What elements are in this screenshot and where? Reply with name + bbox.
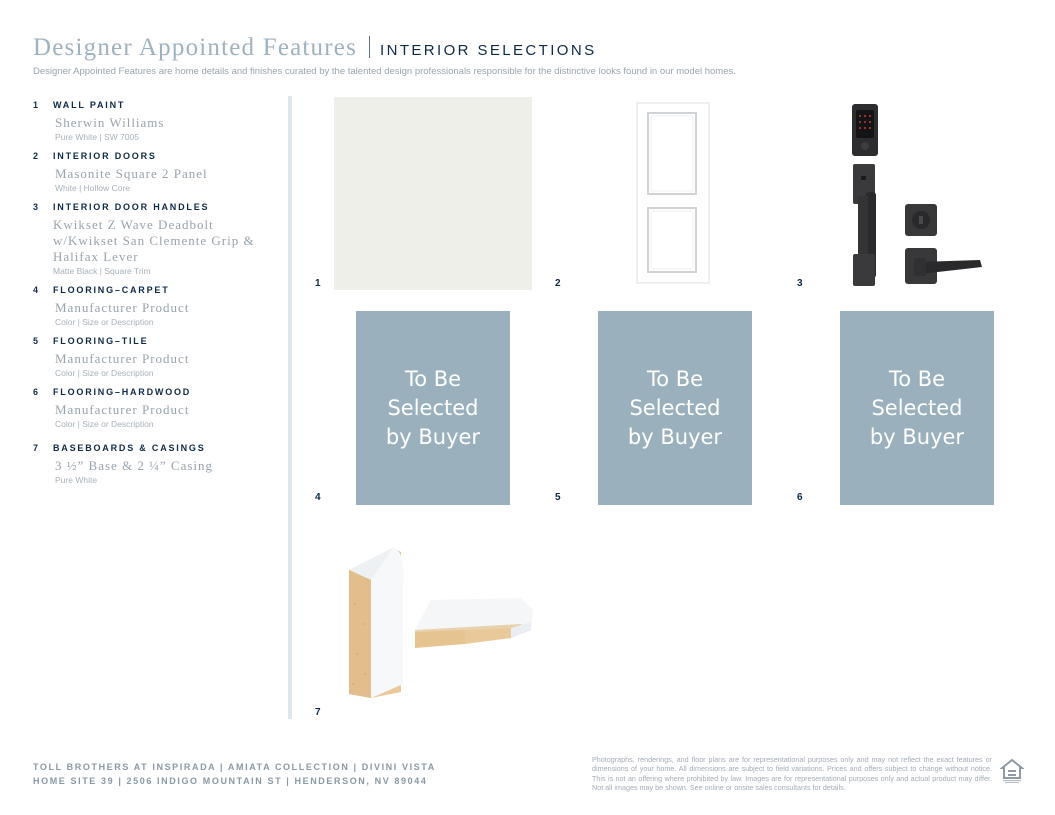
selection-spec: Pure White | SW 7005	[55, 132, 139, 142]
selection-item-flooring-tile	[33, 336, 283, 378]
baseboard-casing-image	[345, 544, 535, 700]
selection-item-door-handles	[33, 202, 283, 276]
selection-product: Manufacturer Product	[55, 300, 190, 315]
selection-heading: 7 BASEBOARDS & CASINGS	[33, 443, 206, 453]
selection-heading: 1 WALL PAINT	[33, 100, 126, 110]
community-info	[33, 760, 436, 788]
title-subtitle: INTERIOR SELECTIONS	[380, 42, 597, 59]
page-title	[33, 34, 596, 62]
column-divider	[288, 96, 292, 719]
placeholder-text: To Be Selected by Buyer	[627, 366, 723, 449]
selection-heading: 6 FLOORING–HARDWOOD	[33, 387, 192, 397]
legal-disclaimer: Photographs, renderings, and floor plans are for representational purposes only and may not reflect the exact features or dimensions of your home. All dimensions are subject to field variations. Prices and offers subject to change without notice. This is not an offering where prohibited by law. Images are for representational purposes only and actual product may differ. Not all images may be shown. See online or onsite sales consultants for details.	[592, 755, 992, 792]
title-separator	[369, 36, 370, 58]
placeholder-carpet	[356, 311, 510, 505]
community-line: TOLL BROTHERS AT INSPIRADA | AMIATA COLLECTION | DIVINI VISTA	[33, 762, 436, 772]
tile-number: 3	[797, 278, 803, 289]
selection-spec: Matte Black | Square Trim	[53, 266, 151, 276]
selection-item-interior-doors	[33, 151, 283, 193]
selection-heading: 4 FLOORING–CARPET	[33, 285, 170, 295]
tile-number: 4	[315, 492, 321, 503]
selection-product: 3 ½” Base & 2 ¼” Casing	[55, 458, 214, 473]
door-hardware-image	[848, 104, 984, 288]
selection-spec: Color | Size or Description	[55, 419, 154, 429]
door-image	[636, 102, 710, 284]
selection-heading: 2 INTERIOR DOORS	[33, 151, 157, 161]
selection-item-flooring-carpet	[33, 285, 283, 327]
selection-product: Manufacturer Product	[55, 402, 190, 417]
selection-item-wall-paint	[33, 100, 283, 142]
selection-spec: Color | Size or Description	[55, 368, 154, 378]
equal-housing-opportunity-icon	[1000, 758, 1024, 784]
selection-item-flooring-hardwood	[33, 387, 283, 429]
selection-product: Masonite Square 2 Panel	[55, 166, 208, 181]
selection-product: Sherwin Williams	[55, 115, 165, 130]
selection-heading: 5 FLOORING–TILE	[33, 336, 149, 346]
home-site-line: HOME SITE 39 | 2506 INDIGO MOUNTAIN ST | HENDERSON, NV 89044	[33, 776, 428, 786]
selection-product: Kwikset Z Wave Deadbolt w/Kwikset San Clemente Grip & Halifax Lever	[53, 217, 255, 264]
placeholder-tile	[598, 311, 752, 505]
selection-spec: White | Hollow Core	[55, 183, 130, 193]
paint-swatch	[334, 97, 532, 290]
page-description: Designer Appointed Features are home details and finishes curated by the talented design professionals responsible for the distinctive looks found in our model homes.	[33, 66, 736, 77]
placeholder-text: To Be Selected by Buyer	[869, 366, 965, 449]
selection-spec: Pure White	[55, 475, 98, 485]
tile-number: 1	[315, 278, 321, 289]
tile-number: 2	[555, 278, 561, 289]
title-main: Designer Appointed Features	[33, 34, 358, 61]
selection-product: Manufacturer Product	[55, 351, 190, 366]
placeholder-text: To Be Selected by Buyer	[385, 366, 481, 449]
selection-spec: Color | Size or Description	[55, 317, 154, 327]
tile-number: 7	[315, 707, 321, 718]
tile-number: 6	[797, 492, 803, 503]
selection-heading: 3 INTERIOR DOOR HANDLES	[33, 202, 210, 212]
selection-item-baseboards	[33, 443, 283, 485]
placeholder-hardwood	[840, 311, 994, 505]
tile-number: 5	[555, 492, 561, 503]
